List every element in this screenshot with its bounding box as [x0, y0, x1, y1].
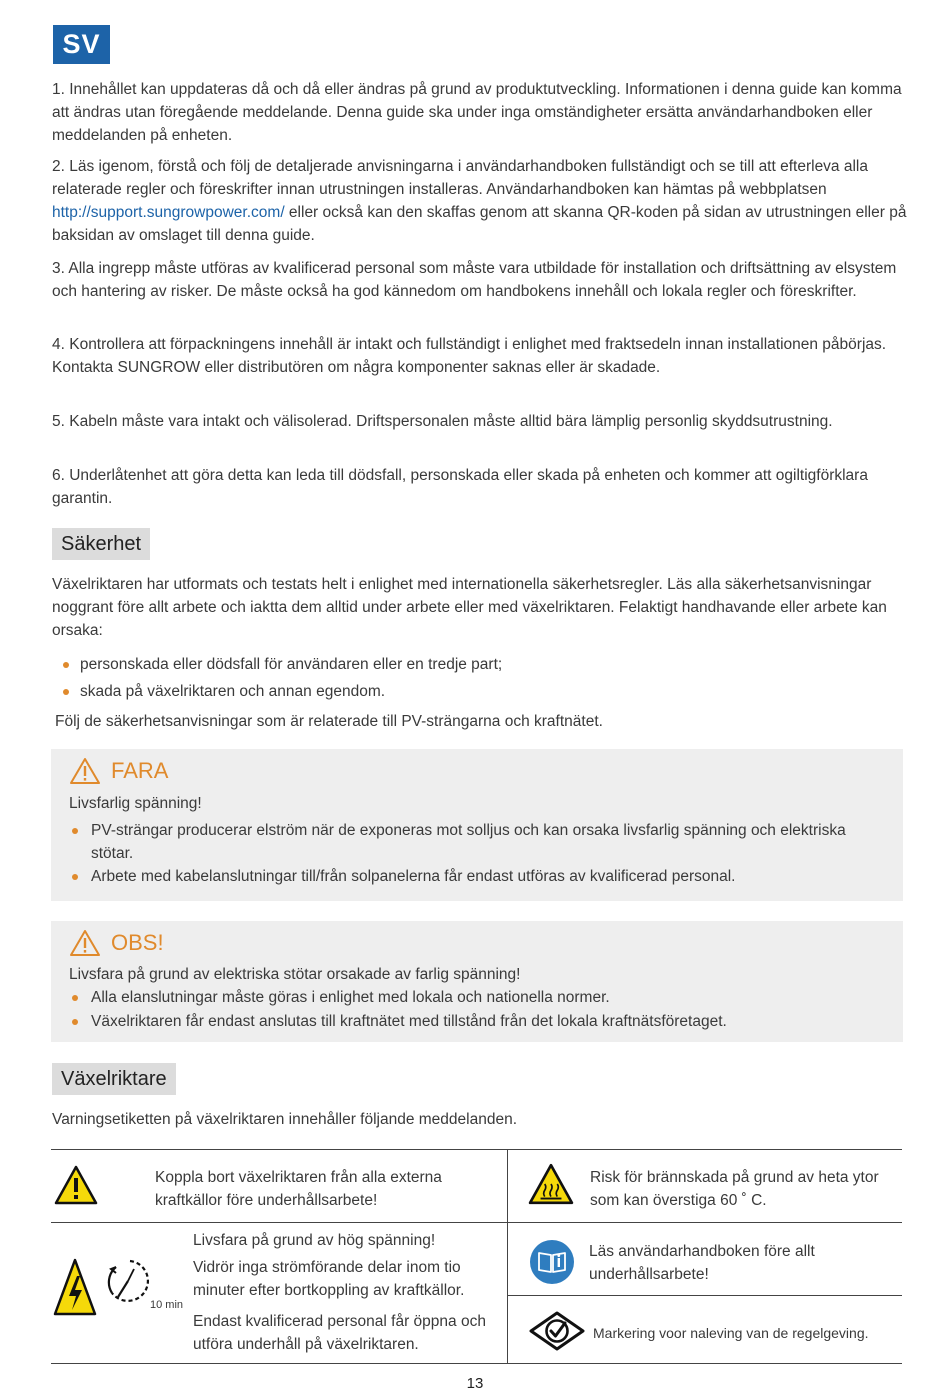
danger-title	[69, 757, 168, 785]
inverter-intro: Varningsetiketten på växelriktaren innehåller följande meddelanden.	[52, 1111, 518, 1128]
notice-line: Livsfara på grund av elektriska stötar orsakade av farlig spänning!	[69, 966, 521, 983]
danger-line: Livsfarlig spänning!	[69, 795, 202, 812]
manual-label-text: Läs användarhandboken före allt underhållsarbete!	[589, 1243, 815, 1283]
intro-paragraph-6: 6. Underlåtenhet att göra detta kan leda till dödsfall, personskada eller skada på enheten och kommer att ogiltigförklara garantin.	[52, 467, 868, 507]
burn-label-text: Risk för brännskada på grund av heta ytor som kan överstiga 60 ˚ C.	[590, 1169, 879, 1209]
danger-bullet-list	[69, 820, 884, 890]
table-border-top	[51, 1149, 902, 1150]
safety-heading: Säkerhet	[52, 528, 150, 560]
high-voltage-line-3: Endast kvalificerad personal får öppna och utföra underhåll på växelriktaren.	[193, 1313, 486, 1353]
high-voltage-line-2: Vidrör inga strömförande delar inom tio minuter efter bortkoppling av kraftkällor.	[193, 1259, 465, 1299]
notice-bullet: Växelriktaren får endast anslutas till kraftnätet med tillstånd från det lokala kraftnätsföretaget.	[69, 1011, 884, 1034]
table-border-bottom	[51, 1363, 902, 1364]
danger-bullet: PV-strängar producerar elström när de exponeras mot solljus och kan orsaka livsfarlig spänning och elektriska stötar.	[69, 820, 884, 865]
high-voltage-line-1: Livsfara på grund av hög spänning!	[193, 1232, 436, 1249]
safety-bullet-list	[52, 653, 912, 707]
table-divider	[51, 1222, 902, 1223]
read-manual-icon	[529, 1239, 575, 1285]
electric-warning-icon	[54, 1162, 98, 1208]
intro-paragraph-4: 4. Kontrollera att förpackningens innehåll är intakt och fullständigt i enlighet med fraktsedeln innan installationen påbörjas. Kontakta SUNGROW eller distributören om några komponenter saknas eller är skadade.	[52, 336, 887, 376]
inverter-heading: Växelriktare	[52, 1063, 176, 1095]
table-divider	[507, 1295, 902, 1296]
intro-paragraph-2-text-a: 2. Läs igenom, förstå och följ de detaljerade anvisningarna i användarhandboken fullständigt och se till att efterleva alla relaterade regler och föreskrifter innan utrustningen installeras. Användarhandboken kan hämtas på webbplatsen	[52, 158, 868, 198]
notice-box	[51, 921, 903, 1042]
intro-paragraph-5: 5. Kabeln måste vara intakt och välisolerad. Driftspersonalen måste alltid bära lämplig personlig skyddsutrustning.	[52, 413, 833, 430]
timer-label: 10 min	[150, 1299, 184, 1311]
intro-paragraph-2-text-b: eller också kan den skaffas genom att skanna QR-koden på sidan av utrustningen eller på baksidan av omslaget till denna guide.	[52, 204, 907, 244]
language-badge: SV	[53, 25, 110, 64]
notice-bullet-list	[69, 987, 884, 1034]
notice-bullet: Alla elanslutningar måste göras i enlighet med lokala och nationella normer.	[69, 987, 884, 1010]
safety-intro: Växelriktaren har utformats och testats helt i enlighet med internationella säkerhetsregler. Läs alla säkerhetsanvisningar noggrant före allt arbete och iaktta dem alltid under arbete eller med växelriktaren. Felaktigt handhavande eller arbete kan orsaka:	[52, 576, 887, 639]
intro-paragraph-2	[52, 155, 912, 247]
warning-triangle-icon	[69, 929, 101, 957]
timer-icon	[104, 1255, 152, 1311]
notice-title	[69, 929, 164, 957]
warning-triangle-icon	[69, 757, 101, 785]
danger-bullet: Arbete med kabelanslutningar till/från solpanelerna får endast utföras av kvalificerad personal.	[69, 866, 884, 889]
safety-bullet: skada på växelriktaren och annan egendom.	[52, 680, 912, 703]
safety-follow-text: Följ de säkerhetsanvisningar som är relaterade till PV-strängarna och kraftnätet.	[55, 713, 603, 730]
safety-bullet: personskada eller dödsfall för användaren eller en tredje part;	[52, 653, 912, 676]
danger-title-text: FARA	[111, 758, 169, 783]
disconnect-label-text: Koppla bort växelriktaren från alla externa kraftkällor före underhållsarbete!	[155, 1169, 442, 1209]
rcm-compliance-icon	[528, 1310, 586, 1352]
danger-box	[51, 749, 903, 901]
hot-surface-icon	[528, 1161, 574, 1207]
page-number: 13	[466, 1375, 484, 1392]
intro-paragraph-1: 1. Innehållet kan uppdateras då och då eller ändras på grund av produktutveckling. Informationen i denna guide kan komma att ändras utan föregående meddelande. Denna guide ska under inga omständigheter ersätta användarhandboken eller meddelanden på enheten.	[52, 81, 902, 144]
high-voltage-icon	[53, 1258, 97, 1316]
support-link[interactable]: http://support.sungrowpower.com/	[52, 204, 285, 221]
notice-title-text: OBS!	[111, 930, 164, 955]
intro-paragraph-3: 3. Alla ingrepp måste utföras av kvalificerad personal som måste vara utbildade för installation och driftsättning av elsystem och hantering av risker. De måste också ha god kännedom om handbokens innehåll och lokala regler och föreskrifter.	[52, 260, 897, 300]
rcm-label-text: Markering voor naleving van de regelgeving.	[593, 1325, 869, 1341]
table-column-divider	[507, 1149, 508, 1363]
